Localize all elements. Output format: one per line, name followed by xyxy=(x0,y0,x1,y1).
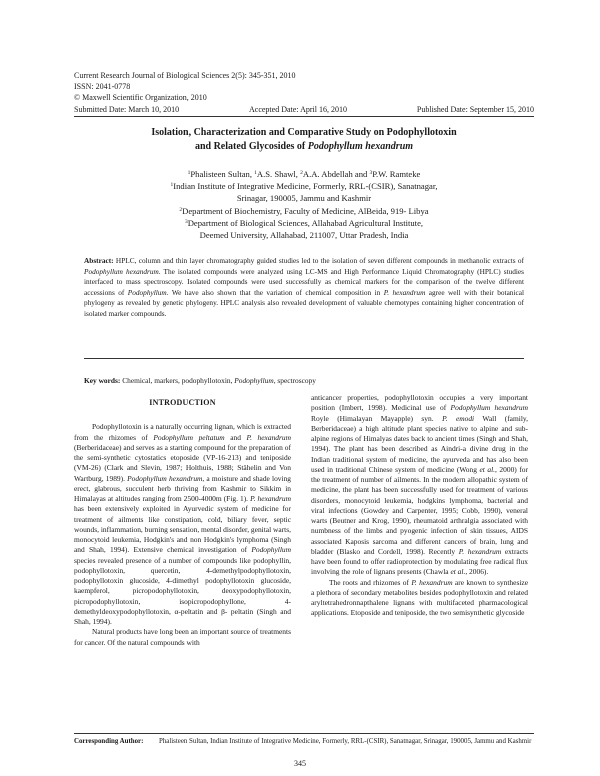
published-date: Published Date: September 15, 2010 xyxy=(416,105,534,114)
italic-run: Podophyllum hexandrum xyxy=(127,473,203,483)
italic-run: P. hexandrum xyxy=(411,577,453,587)
abstract-italic: Podophyllum xyxy=(127,287,167,297)
keywords-italic: Podophyllum xyxy=(234,376,274,385)
italic-run: Podophyllum hexandrum xyxy=(450,403,528,413)
affiliation-2-text: Department of Biochemistry, Faculty of Medicine, AlBeida, 919- Libya xyxy=(182,205,429,216)
affiliation-sup: 1 xyxy=(170,182,174,189)
affiliation-sup: 2 xyxy=(179,206,183,213)
right-column xyxy=(311,393,528,619)
keywords-text: , spectroscopy xyxy=(273,376,316,385)
abstract-italic: Podophyllum hexandrum xyxy=(84,266,159,276)
abstract-text: agree well with their botanical phylogeny as revealed by genetic phylogeny. HPLC analysis also revealed development of valuable chemotypes containing higher concentration of isolated marker compounds. xyxy=(84,287,524,318)
affiliation-1-line-1: Indian Institute of Integrative Medicine, Formerly, RRL-(CSIR), Sanatnagar, xyxy=(173,181,438,192)
title-line-2-prefix: and Related Glycosides of xyxy=(194,141,308,152)
corresponding-author-text: Phalisteen Sultan, Indian Institute of Integrative Medicine, Formerly, RRL-(CSIR), Sanatnagar, Srinagar, 190005, Jammu and Kashmir xyxy=(159,738,532,745)
left-column xyxy=(74,395,291,648)
abstract xyxy=(84,256,524,359)
text-run: has been extensively exploited in Ayurvedic system of medicine for treatment of ailments like constipation, cold, biliary fever, septic wounds, inflammation, burning sensation, mental disorder, genital warts, monocytoid leukemia, Hodgkin's and non Hodgkin's lymphoma (Singh and Shah, 1994). Extensive chemical investigation of xyxy=(74,504,292,555)
page-number: 345 xyxy=(294,759,306,768)
author-sup: 1 xyxy=(254,170,257,176)
text-run: and xyxy=(224,432,247,442)
italic-run: P. emodi xyxy=(442,413,475,423)
text-run: are known to synthesize a plethora of secondary metabolites besides podophyllotoxin and related aryltetrahedronnapthalene lignans with multifaceted pharmacological applications. Etoposide and teniposide, the two semisynthetic glycoside xyxy=(311,577,529,618)
abstract-text: . The isolated compounds were analyzed using LC-MS and High Performance Liquid Chromatography (HPLC) studies interfaced to mass spectroscopy. Isolated compounds were used successfully as chemical markers for the comparison of the twelve different accessions of xyxy=(84,266,524,297)
journal-issn: ISSN: 2041-0778 xyxy=(74,82,131,91)
affiliation-3 xyxy=(74,217,534,229)
text-run: , 2006). xyxy=(465,567,489,577)
corresponding-author-footer xyxy=(74,733,534,747)
italic-run: Podophyllum xyxy=(251,545,291,555)
affiliation-1 xyxy=(74,180,534,192)
affiliation-1-line-2: Srinagar, 190005, Jammu and Kashmir xyxy=(236,193,372,204)
journal-citation: Current Research Journal of Biological Sciences 2(5): 345-351, 2010 xyxy=(74,71,296,80)
title-species: Podophyllum hexandrum xyxy=(307,141,414,152)
author-sup: 2 xyxy=(300,170,303,176)
journal-info xyxy=(74,70,534,103)
affiliation-3-line-2: Deemed University, Allahabad, 211007, Uttar Pradesh, India xyxy=(199,230,409,241)
author-block xyxy=(74,168,534,241)
abstract-text: HPLC, column and thin layer chromatography guided studies led to the isolation of seven different compounds in methanolic extracts of xyxy=(113,256,524,265)
author-4: P.W. Ramteke xyxy=(372,169,421,179)
text-run: The roots and rhizomes of xyxy=(329,577,412,587)
submitted-date: Submitted Date: March 10, 2010 xyxy=(74,105,180,114)
keywords-label: Key words: xyxy=(84,376,121,385)
text-run: , 2000) for the treatment of number of ailments. In the modern allopathic system of medicine, the plant has been successfully used for treatment of various disorders, monocytoid leukemia, hodgkins lymphoma, bacterial and viral infections (Gowdey and Carpenter, 1995; Cobb, 1990), veneral warts (Beutner and Krog, 1990), rheumatoid arthralgia associated with numbness of the limbs and pyogenic infection of skin tissues, AIDS associated Kaposis sarcoma and different cancers of brain, lung and bladder (Blasko and Cordell, 1998). Recently xyxy=(311,464,528,556)
journal-copyright: © Maxwell Scientific Organization, 2010 xyxy=(74,93,207,102)
italic-run: Podophyllum peltatum xyxy=(153,432,225,442)
keywords-text: Chemical, markers, podophyllotoxin, xyxy=(120,376,235,385)
text-run: anticancer properties, podophyllotoxin occupies a very important position (Imbert, 1998). Medicinal use of xyxy=(311,393,528,413)
author-3: A.A. Abdellah and xyxy=(302,169,370,179)
italic-run: et al. xyxy=(479,464,496,474)
title-line-1: Isolation, Characterization and Comparative Study on Podophyllotoxin xyxy=(151,127,457,138)
abstract-text: . We have also shown that the variation of chemical composition in xyxy=(166,287,384,297)
keywords xyxy=(84,376,524,386)
abstract-italic: P. hexandrum xyxy=(383,287,426,297)
text-run: , a moisture and shade loving erect, glabrous, succulent herb thriving from Kashmir to Sikkim in Himalayas at altitudes ranging from 2500-4000m (Fig. 1). xyxy=(74,473,292,503)
italic-run: P. hexandrum xyxy=(246,432,291,442)
corresponding-author-label: Corresponding Author: xyxy=(74,738,144,745)
left-paragraph-1 xyxy=(74,422,291,627)
italic-run: P. hexandrum xyxy=(458,546,502,556)
author-sup: 1 xyxy=(187,170,191,176)
affiliation-3-line-1: Department of Biological Sciences, Allahabad Agricultural Institute, xyxy=(187,217,424,228)
affiliation-sup: 3 xyxy=(184,218,188,225)
text-run: species revealed presence of a number of compounds like podophyllin, podophyllotoxin, quercetin, 4-demethylpodophyllotoxin, podophyllotoxin glucoside, 4-dimethyl podophyllotoxin glucoside, kaempferol, picropodophyllotoxin, deoxypodophyllotoxin, picropodophyllotoxin, isopicropodophyllone, 4-demethyldeoxypodophyllotoxin, α-peltatin and β- peltatin (Singh and Shah, 1994). xyxy=(74,555,291,626)
abstract-label: Abstract: xyxy=(84,256,114,265)
text-run: Wall (family, Berberidaceae) a high altitude plant species native to alpine and sub-alpine regions of Himalyas dates back to ancient times (Singh and Shah, 1994). The plant has been described as Aindri-a divine drug in the Indian traditional system of medicine, the ayurveda and has also been used in traditional Chinese system of medicine (Wong xyxy=(311,413,528,474)
paper-title xyxy=(74,126,534,154)
italic-run: P. hexandrum xyxy=(250,494,292,503)
right-paragraph-2 xyxy=(311,578,528,619)
introduction-heading: INTRODUCTION xyxy=(149,398,216,407)
left-paragraph-2: Natural products have long been an important source of treatments for cancer. Of the natural compounds with xyxy=(74,627,291,647)
author-names xyxy=(74,168,534,180)
text-run: Podophyllotoxin is a naturally occurring lignan, which is extracted from the rhizomes of xyxy=(74,422,291,442)
text-run: Royle (Himalayan Mayapple) syn. xyxy=(311,413,443,423)
title-line-2 xyxy=(74,140,534,154)
accepted-date: Accepted Date: April 16, 2010 xyxy=(249,105,347,114)
affiliation-2 xyxy=(74,205,534,217)
author-sup: 3 xyxy=(369,170,373,176)
right-paragraph-1 xyxy=(311,393,528,578)
text-run: (Berberidaceae) and serves as a starting compound for the preparation of the semi-synthetic cytostatics etoposide (VP-16-213) and teniposide (VM-26) (Clark and Slevin, 1987; Holthuis, 1988; Stähelin and Von Wartburg, 1989). xyxy=(74,442,291,483)
text-run: extracts have been found to offer radioprotection by modulating free radical flux involving the role of lignans presents (Chawla xyxy=(311,546,528,577)
author-1: Phalisteen Sultan, xyxy=(190,169,255,179)
dates-bar xyxy=(74,104,534,117)
author-2: A.S. Shawl, xyxy=(256,169,301,179)
italic-run: et al. xyxy=(450,567,466,577)
